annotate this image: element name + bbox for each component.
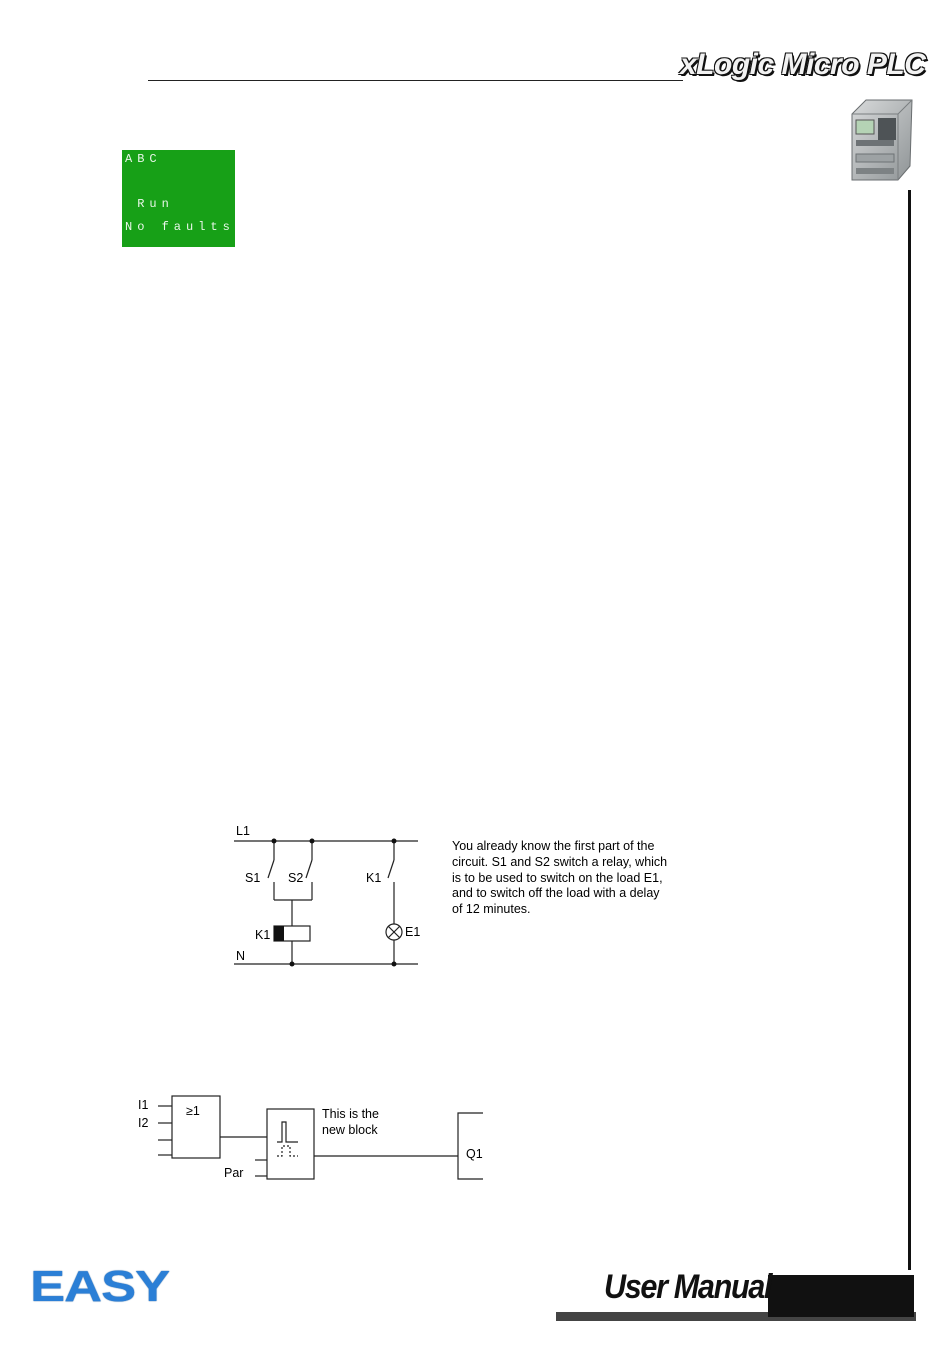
par-label: Par <box>224 1166 244 1180</box>
description-line: circuit. S1 and S2 switch a relay, which <box>452 854 668 869</box>
input-i1-label: I1 <box>138 1098 149 1112</box>
note-line: This is the <box>322 1107 379 1121</box>
lcd-line-1: ABC <box>125 152 162 166</box>
brand-title: xLogic Micro PLC <box>680 48 926 81</box>
description-line: is to be used to switch on the load E1, <box>452 870 663 885</box>
description-line: of 12 minutes. <box>452 902 531 917</box>
plc-device-image <box>846 96 916 186</box>
label-k1-coil: K1 <box>255 928 271 942</box>
easy-logo: EASY <box>30 1262 169 1311</box>
input-i2-label: I2 <box>138 1116 149 1130</box>
label-e1: E1 <box>405 925 421 939</box>
or-block-label: ≥1 <box>186 1104 200 1118</box>
lcd-display <box>122 150 235 247</box>
description-line: You already know the first part of the <box>452 839 655 853</box>
lcd-line-3: No faults <box>125 220 235 234</box>
label-k1-contact: K1 <box>366 871 382 885</box>
label-n: N <box>236 949 246 963</box>
label-s1: S1 <box>245 871 261 885</box>
footer-block <box>768 1275 914 1317</box>
page-border-right <box>908 190 911 1270</box>
new-block-note <box>322 1107 379 1139</box>
circuit-description <box>452 839 692 918</box>
label-s2: S2 <box>288 871 304 885</box>
lcd-line-2: Run <box>125 197 174 211</box>
label-l1: L1 <box>236 824 250 838</box>
user-manual-label: User Manual <box>604 1268 772 1306</box>
description-line: and to switch off the load with a delay <box>452 886 660 901</box>
output-q1-label: Q1 <box>466 1147 483 1161</box>
header-rule <box>148 80 683 81</box>
wiring-diagram <box>230 822 430 972</box>
note-line: new block <box>322 1122 378 1137</box>
